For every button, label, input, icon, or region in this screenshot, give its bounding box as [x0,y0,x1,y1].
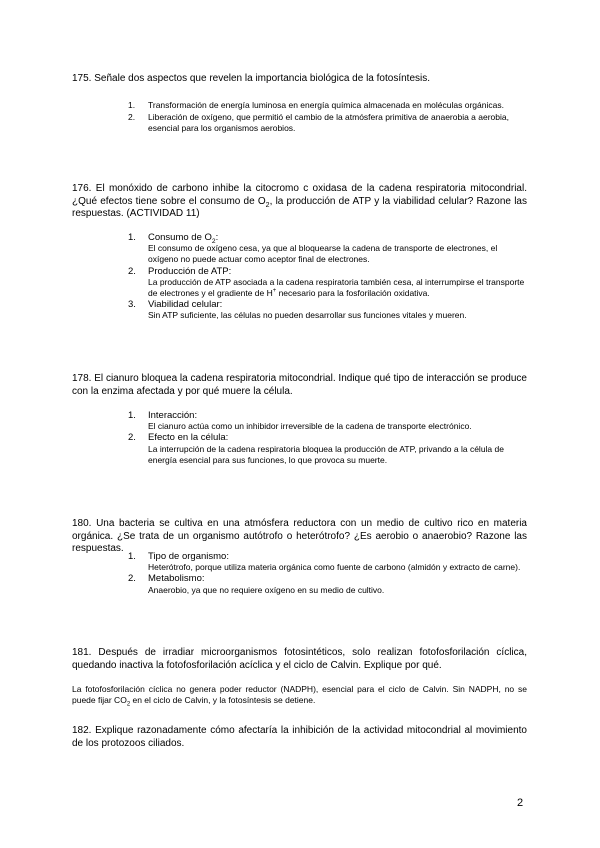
list-item: 1. Consumo de $O_2$: El consumo de oxígeno cesa, ya que al bloquearse la cadena de transporte de electrones, el oxígeno no puede actuar como aceptor final de electrones. [128,232,498,265]
answer-181: La fotofosforilación cíclica no genera poder reductor (NADPH), esencial para el ciclo de Calvin. Sin NADPH, no se puede fijar $CO_2$ en el ciclo de Calvin, y la fotosíntesis se detiene. [72,684,527,708]
question-181-title: 181. Después de irradiar microorganismos fotosintéticos, solo realizan fotofosforilación cíclica, quedando inactiva la fotofosforilación acíclica y el ciclo de Calvin. Explique por qué. [72,647,527,671]
question-180-title: 180. Una bacteria se cultiva en una atmósfera reductora con un medio de cultivo rico en materia orgánica. ¿Se trata de un organismo autótrofo o heterótrofo? ¿Es aerobio o anaerobio? Razone las respuestas. [72,518,527,554]
list-item: 3. Viabilidad celular: Sin ATP suficiente, las células no pueden desarrollar sus funciones vitales y mueren. [128,299,467,321]
question-176-title: 176. El monóxido de carbono inhibe la citocromo c oxidasa de la cadena respiratoria mitocondrial. ¿Qué efectos tiene sobre el consumo de $O_2$, la producción de ATP y la viabilidad celular? Razone las respuestas. (ACTIVIDAD 11) [72,183,527,219]
list-item: 1. Tipo de organismo: Heterótrofo, porque utiliza materia orgánica como fuente de carbono (almidón y extracto de carne). [128,551,521,573]
question-175-title: 175. Señale dos aspectos que revelen la importancia biológica de la fotosíntesis. [72,73,431,84]
list-item: 1. Interacción: El cianuro actúa como un inhibidor irreversible de la cadena de transporte electrónico. [128,410,472,432]
list-item: 2. Metabolismo: Anaerobio, ya que no requiere oxígeno en su medio de cultivo. [128,573,385,595]
list-item: 2. Producción de ATP: La producción de ATP asociada a la cadena respiratoria también cesa, al interrumpirse el transporte de electrones y el gradiente de H+ necesario para la fosforilación oxidativa. [128,265,525,299]
answer-list-180 [128,551,528,596]
answer-list-178 [128,410,528,466]
list-item: 2. Liberación de oxígeno, que permitió el cambio de la atmósfera primitiva de anaerobia a aerobia, esencial para los organismos aerobios. [128,112,509,134]
question-178-title: 178. El cianuro bloquea la cadena respiratoria mitocondrial. Indique qué tipo de interacción se produce con la enzima afectada y por qué muere la célula. [72,373,527,397]
answer-list-176 [128,232,528,322]
page-number: 2 [517,797,524,809]
question-182-title: 182. Explique razonadamente cómo afectaría la inhibición de la actividad mitocondrial al movimiento de los protozoos ciliados. [72,725,527,749]
list-item: 2. Efecto en la célula: La interrupción de la cadena respiratoria bloquea la producción de ATP, privando a la célula de energía esencial para sus funciones, lo que provoca su muerte. [128,432,504,465]
answer-list-175 [128,100,528,135]
list-item: 1. Transformación de energía luminosa en energía química almacenada en moléculas orgánicas. [128,100,504,110]
